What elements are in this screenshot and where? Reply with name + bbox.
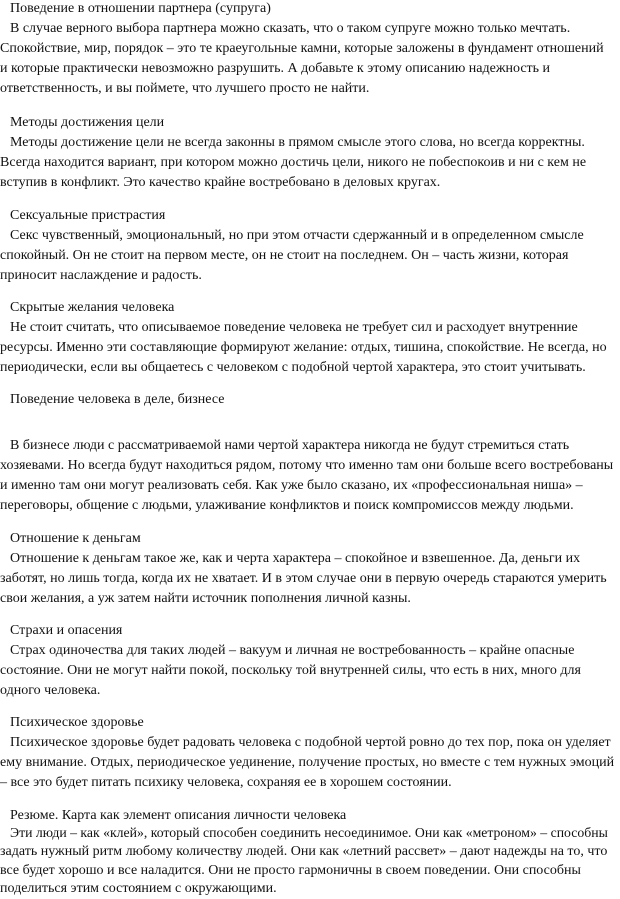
paragraph-line: Методы достижение цели не всегда законны в прямом смысле этого слова, но всегда корректны. [10, 135, 585, 150]
paragraph-line: Эти люди – как «клей», который способен соединить несоединимое. Они как «метроном» – способны [10, 825, 608, 840]
paragraph-line: ресурсы. Именно эти составляющие формируют желание: отдых, тишина, спокойствие. Не всегда, но [0, 340, 607, 355]
paragraph-line: ему внимание. Отдых, периодическое уединение, получение простых, но вместе с тем нужных эмоций [0, 755, 615, 770]
paragraph-line: периодически, если вы общаетесь с человеком с подобной чертой характера, это стоит учитывать. [0, 360, 586, 375]
paragraph-line: вступив в конфликт. Это качество крайне востребовано в деловых кругах. [0, 175, 441, 190]
section-heading: Сексуальные пристрастия [10, 208, 166, 223]
paragraph-line: состояние. Они не могут найти покой, поскольку той внутренней силы, что есть в них, много для [0, 663, 581, 678]
paragraph-line: Секс чувственный, эмоциональный, но при этом отчасти сдержанный и в определенном смысле [10, 228, 584, 243]
paragraph-line: поделиться этим состоянием с окружающими. [0, 881, 277, 896]
paragraph-line: Психическое здоровье будет радовать человека с подобной чертой ровно до тех пор, пока он уделяет [10, 735, 611, 750]
paragraph-line: Всегда находится вариант, при котором можно достичь цели, никого не побеспокоив и ни с кем не [0, 155, 587, 170]
paragraph-line: спокойный. Он не стоит на первом месте, он не стоит на последнем. Он – часть жизни, которая [0, 248, 569, 263]
paragraph-line: заботят, но лишь тогда, когда их не хватает. И в этом случае они в первую очередь стараются умерить [0, 571, 607, 586]
paragraph-line: все будет хорошо и все наладится. Они не просто гармоничны в своем поведении. Они способны [0, 863, 581, 878]
paragraph-line: Не стоит считать, что описываемое поведение человека не требует сил и расходует внутренние [10, 320, 578, 335]
paragraph-line: Спокойствие, мир, порядок – это те краеугольные камни, которые заложены в фундамент отношений [0, 41, 604, 56]
paragraph-line: переговоры, общение с людьми, улаживание конфликтов и поиск компромиссов между людьми. [0, 498, 574, 513]
paragraph-line: В бизнесе люди с рассматриваемой нами чертой характера никогда не будут стремиться стать [10, 438, 570, 453]
section-heading: Методы достижения цели [10, 115, 165, 130]
section-heading: Психическое здоровье [10, 715, 144, 730]
section-heading: Резюме. Карта как элемент описания личности человека [10, 808, 347, 823]
section-heading: Отношение к деньгам [10, 531, 141, 546]
paragraph-line: и именно там они могут реализовать себя. Как уже было сказано, их «профессиональная ниша» – [0, 478, 583, 493]
paragraph-line: одного человека. [0, 683, 101, 698]
paragraph-line: Страх одиночества для таких людей – вакуум и личная не востребованность – крайне опасные [10, 643, 575, 658]
paragraph-line: и которые практически невозможно разрушить. А добавьте к этому описанию надежность и [0, 61, 551, 76]
paragraph-line: задать нужный ритм любому количеству людей. Они как «летний рассвет» – дают надежды на то, что [0, 844, 608, 859]
paragraph-line: свои желания, а уж затем найти источник пополнения личной казны. [0, 591, 411, 606]
section-heading: Скрытые желания человека [10, 300, 175, 315]
paragraph-line: хозяевами. Но всегда будут находиться рядом, потому что именно там они больше всего востребованы [0, 458, 614, 473]
paragraph-line: – все это будет питать психику человека, сохраняя ее в хорошем состоянии. [0, 775, 452, 790]
paragraph-line: приносит наслаждение и радость. [0, 268, 202, 283]
section-heading: Поведение человека в деле, бизнесе [10, 392, 225, 407]
section-heading: Страхи и опасения [10, 623, 123, 638]
paragraph-line: ответственность, и вы поймете, что лучшего просто не найти. [0, 81, 370, 96]
section-heading: Поведение в отношении партнера (супруга) [10, 1, 271, 16]
paragraph-line: В случае верного выбора партнера можно сказать, что о таком супруге можно только мечтать. [10, 21, 571, 36]
paragraph-line: Отношение к деньгам такое же, как и черта характера – спокойное и взвешенное. Да, деньги их [10, 551, 581, 566]
